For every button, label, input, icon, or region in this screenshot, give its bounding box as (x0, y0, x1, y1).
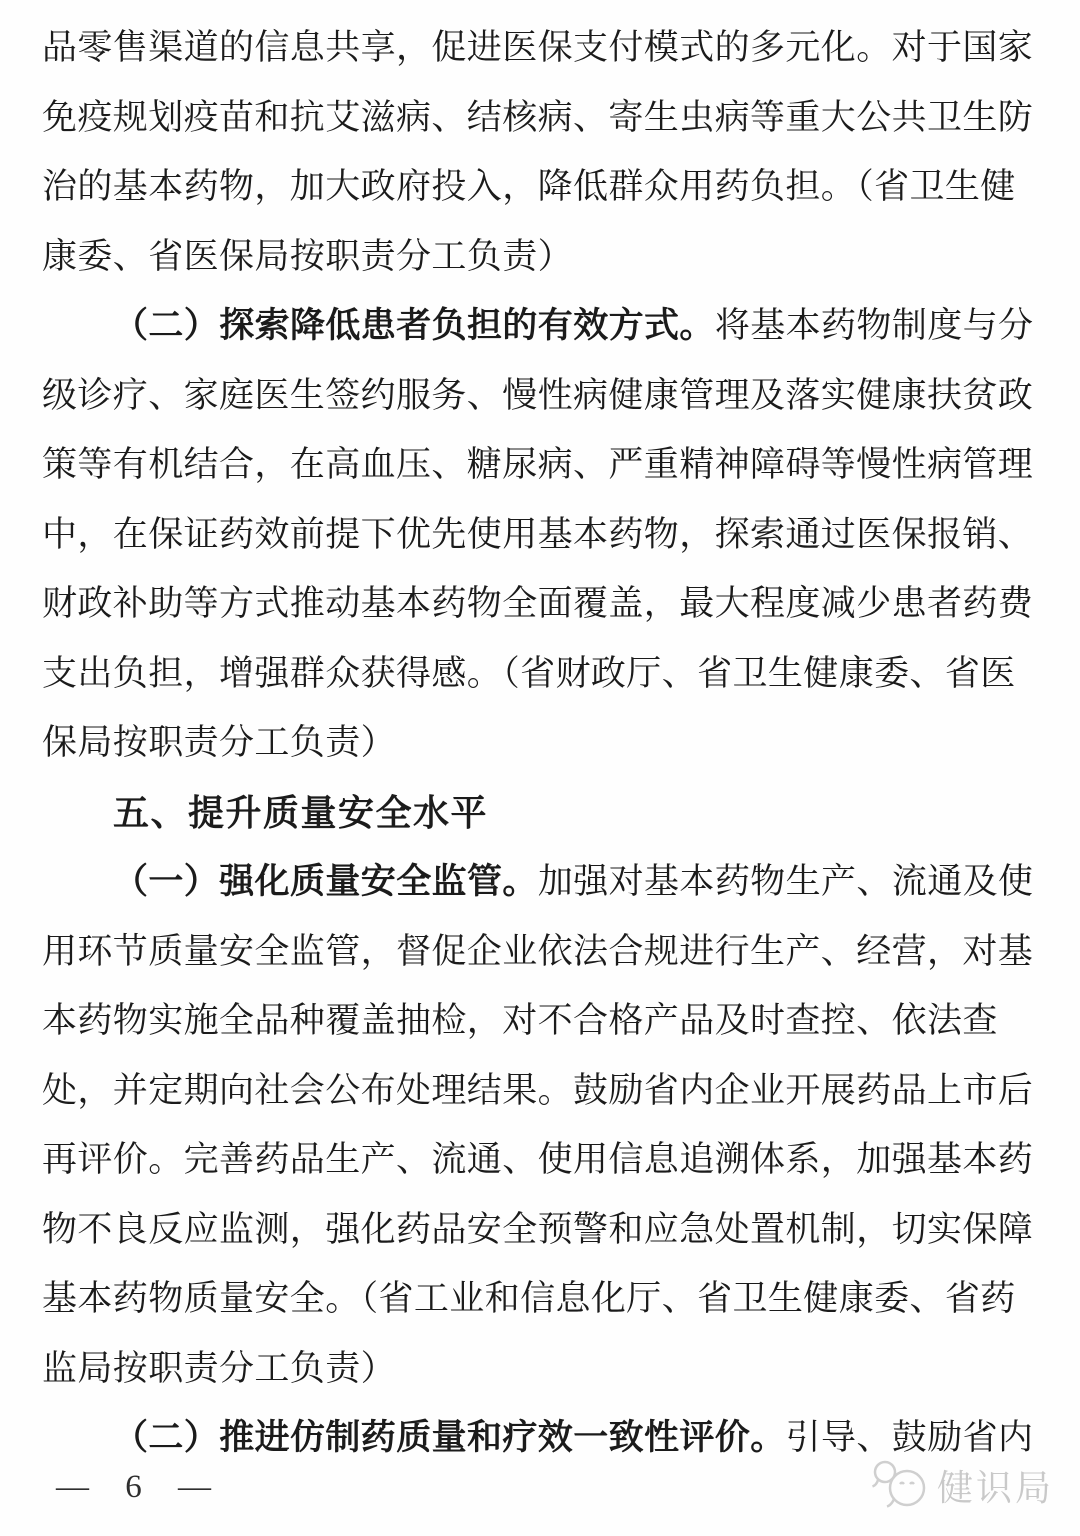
text-line: 基本药物质量安全。（省工业和信息化厅、省卫生健康委、省药 (42, 1279, 1016, 1318)
text-line: 处，并定期向社会公布处理结果。鼓励省内企业开展药品上市后 (42, 1070, 1034, 1110)
text-line: 康委、省医保局按职责分工负责） (42, 236, 574, 276)
page-number: — 6 — (56, 1469, 225, 1505)
text-line: 级诊疗、家庭医生签约服务、慢性病健康管理及落实健康扶贫政 (42, 375, 1034, 415)
text-line (42, 847, 1042, 917)
clause-title: （二）推进仿制药质量和疗效一致性评价。 (113, 1418, 786, 1457)
text-line: 品零售渠道的信息共享，促进医保支付模式的多元化。对于国家 (42, 28, 1034, 67)
text-line: 本药物实施全品种覆盖抽检，对不合格产品及时查控、依法查 (42, 1001, 998, 1040)
text-line: 监局按职责分工负责） (42, 1348, 397, 1388)
text-line: 支出负担，增强群众获得感。（省财政厅、省卫生健康委、省医 (42, 653, 1016, 693)
text-line: 物不良反应监测，强化药品安全预警和应急处置机制，切实保障 (42, 1209, 1034, 1249)
text-line: 免疫规划疫苗和抗艾滋病、结核病、寄生虫病等重大公共卫生防 (42, 97, 1034, 137)
text-line: 中，在保证药效前提下优先使用基本药物，探索通过医保报销、 (42, 514, 1034, 554)
document-body (42, 13, 1042, 1473)
text-run: 引导、鼓励省内 (785, 1418, 1034, 1457)
watermark-text: 健识局 (936, 1466, 1054, 1508)
text-line: 保局按职责分工负责） (42, 723, 397, 762)
text-run: 将基本药物制度与分 (714, 306, 1034, 345)
text-line: 再评价。完善药品生产、流通、使用信息追溯体系，加强基本药 (42, 1140, 1034, 1179)
clause-title: （二）探索降低患者负担的有效方式。 (113, 306, 715, 345)
text-line: 财政补助等方式推动基本药物全面覆盖，最大程度减少患者药费 (42, 584, 1034, 623)
text-line: 策等有机结合，在高血压、糖尿病、严重精神障碍等慢性病管理 (42, 445, 1034, 484)
text-line: 用环节质量安全监管，督促企业依法合规进行生产、经营，对基 (42, 931, 1034, 971)
clause-title: （一）强化质量安全监管。 (113, 862, 538, 901)
section-heading: 五、提升质量安全水平 (113, 791, 489, 833)
text-line: 治的基本药物，加大政府投入，降低群众用药负担。（省卫生健 (42, 167, 1016, 206)
text-run: 加强对基本药物生产、流通及使 (537, 862, 1034, 901)
watermark (869, 1458, 1054, 1517)
speech-bubbles-logo-icon (869, 1458, 933, 1517)
text-line (42, 291, 1042, 361)
